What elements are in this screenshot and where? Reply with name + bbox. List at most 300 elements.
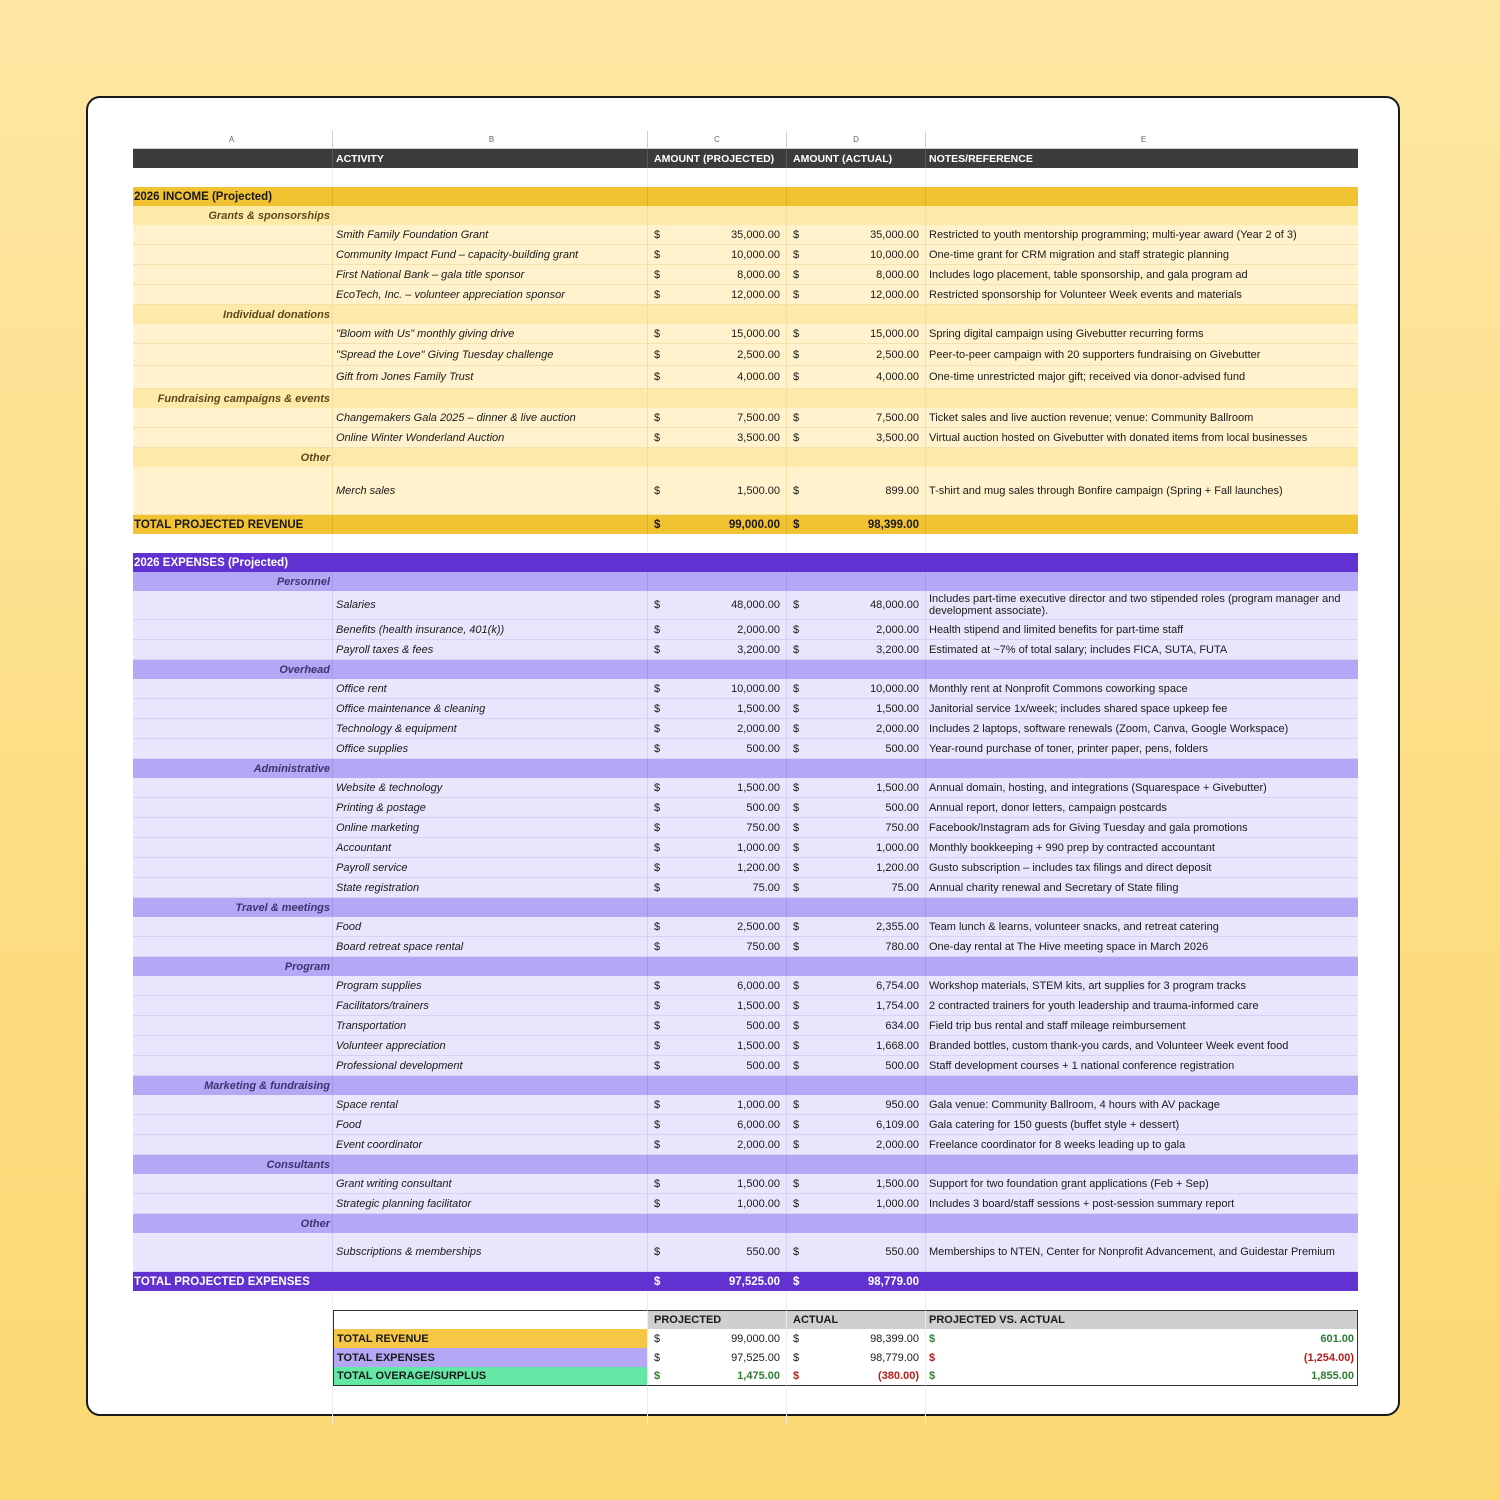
empty-cell[interactable]	[133, 1310, 333, 1329]
actual-amount-cell[interactable]	[787, 1233, 926, 1271]
empty-cell[interactable]	[926, 1214, 1358, 1233]
activity-cell[interactable]: Facilitators/trainers	[333, 996, 648, 1015]
actual-amount-cell[interactable]	[787, 679, 926, 698]
empty-cell[interactable]	[787, 305, 926, 324]
notes-cell[interactable]: Memberships to NTEN, Center for Nonprofit Advancement, and Guidestar Premium	[929, 1246, 1335, 1258]
actual-amount-cell[interactable]	[787, 1174, 926, 1193]
empty-cell[interactable]	[133, 976, 333, 995]
empty-cell[interactable]	[926, 1155, 1358, 1174]
empty-cell[interactable]	[333, 534, 648, 553]
activity-cell[interactable]: Accountant	[333, 838, 648, 857]
actual-amount-cell[interactable]	[787, 858, 926, 877]
activity-cell[interactable]: Community Impact Fund – capacity-building grant	[333, 245, 648, 264]
projected-amount-cell[interactable]	[648, 996, 787, 1015]
activity-cell[interactable]: Salaries	[333, 591, 648, 619]
empty-cell[interactable]	[648, 187, 787, 206]
empty-cell[interactable]	[926, 957, 1358, 976]
empty-cell[interactable]	[333, 1155, 648, 1174]
actual-amount-cell[interactable]	[787, 917, 926, 936]
empty-cell[interactable]	[133, 917, 333, 936]
empty-cell[interactable]	[133, 324, 333, 343]
activity-cell[interactable]: "Bloom with Us" monthly giving drive	[333, 324, 648, 343]
activity-cell[interactable]: Space rental	[333, 1095, 648, 1114]
summary-label[interactable]: TOTAL OVERAGE/SURPLUS	[333, 1367, 648, 1386]
section-title[interactable]: 2026 EXPENSES (Projected)	[133, 553, 333, 572]
projected-amount-cell[interactable]	[648, 976, 787, 995]
empty-cell[interactable]	[787, 389, 926, 408]
empty-cell[interactable]	[333, 168, 648, 187]
actual-amount-cell[interactable]	[787, 838, 926, 857]
empty-cell[interactable]	[648, 572, 787, 591]
empty-cell[interactable]	[926, 305, 1358, 324]
projected-amount-cell[interactable]	[648, 838, 787, 857]
empty-cell[interactable]	[133, 640, 333, 659]
projected-amount-cell[interactable]	[648, 467, 787, 514]
empty-cell[interactable]	[133, 265, 333, 284]
empty-cell[interactable]	[133, 1367, 333, 1386]
notes-cell[interactable]: Gala catering for 150 guests (buffet style + dessert)	[929, 1118, 1180, 1131]
projected-amount-cell[interactable]	[648, 225, 787, 244]
empty-cell[interactable]	[133, 719, 333, 738]
empty-cell[interactable]	[333, 660, 648, 679]
empty-cell[interactable]	[333, 1310, 648, 1329]
empty-cell[interactable]	[133, 1135, 333, 1154]
activity-cell[interactable]: Payroll taxes & fees	[333, 640, 648, 659]
activity-cell[interactable]: Merch sales	[333, 467, 648, 514]
actual-amount-cell[interactable]	[787, 976, 926, 995]
actual-amount-cell[interactable]	[787, 225, 926, 244]
activity-cell[interactable]: State registration	[333, 878, 648, 897]
total-label[interactable]: TOTAL PROJECTED REVENUE	[133, 515, 333, 534]
projected-amount-cell[interactable]	[648, 679, 787, 698]
projected-amount-cell[interactable]	[648, 366, 787, 388]
summary-actual-cell[interactable]	[787, 1348, 926, 1367]
projected-amount-cell[interactable]	[648, 937, 787, 956]
notes-cell[interactable]: Estimated at ~7% of total salary; includes FICA, SUTA, FUTA	[929, 643, 1228, 656]
projected-amount-cell[interactable]	[648, 699, 787, 718]
summary-header-diff[interactable]: PROJECTED VS. ACTUAL	[926, 1310, 1358, 1329]
actual-amount-cell[interactable]	[787, 818, 926, 837]
empty-cell[interactable]	[926, 1405, 1358, 1424]
empty-cell[interactable]	[133, 1291, 333, 1310]
empty-cell[interactable]	[133, 858, 333, 877]
activity-cell[interactable]: Transportation	[333, 1016, 648, 1035]
empty-cell[interactable]	[333, 759, 648, 778]
empty-cell[interactable]	[926, 534, 1358, 553]
actual-amount-cell[interactable]	[787, 798, 926, 817]
notes-cell[interactable]: Ticket sales and live auction revenue; venue: Community Ballroom	[929, 411, 1254, 424]
notes-cell[interactable]: Monthly rent at Nonprofit Commons coworking space	[929, 682, 1188, 695]
activity-cell[interactable]: Food	[333, 917, 648, 936]
projected-amount-cell[interactable]	[648, 798, 787, 817]
activity-cell[interactable]: Event coordinator	[333, 1135, 648, 1154]
actual-amount-cell[interactable]	[787, 699, 926, 718]
header-actual[interactable]: AMOUNT (ACTUAL)	[787, 149, 926, 168]
empty-cell[interactable]	[133, 1095, 333, 1114]
empty-cell[interactable]	[926, 1076, 1358, 1095]
header-blank[interactable]	[133, 149, 333, 168]
empty-cell[interactable]	[133, 344, 333, 365]
summary-actual-cell[interactable]	[787, 1329, 926, 1348]
projected-amount-cell[interactable]	[648, 739, 787, 758]
empty-cell[interactable]	[926, 206, 1358, 225]
summary-projected-cell[interactable]	[648, 1329, 787, 1348]
actual-amount-cell[interactable]	[787, 344, 926, 365]
notes-cell[interactable]: 2 contracted trainers for youth leadership and trauma-informed care	[929, 999, 1259, 1012]
notes-cell[interactable]: One-time unrestricted major gift; received via donor-advised fund	[929, 371, 1246, 383]
category-label[interactable]: Other	[133, 1214, 333, 1233]
empty-cell[interactable]	[133, 1016, 333, 1035]
empty-cell[interactable]	[133, 1386, 333, 1405]
empty-cell[interactable]	[133, 428, 333, 447]
notes-cell[interactable]: Team lunch & learns, volunteer snacks, and retreat catering	[929, 920, 1219, 933]
empty-cell[interactable]	[926, 759, 1358, 778]
activity-cell[interactable]: Volunteer appreciation	[333, 1036, 648, 1055]
projected-amount-cell[interactable]	[648, 408, 787, 427]
activity-cell[interactable]: Technology & equipment	[333, 719, 648, 738]
projected-amount-cell[interactable]	[648, 640, 787, 659]
notes-cell[interactable]: Gala venue: Community Ballroom, 4 hours with AV package	[929, 1098, 1220, 1111]
actual-amount-cell[interactable]	[787, 366, 926, 388]
empty-cell[interactable]	[787, 448, 926, 467]
category-label[interactable]: Travel & meetings	[133, 898, 333, 917]
empty-cell[interactable]	[787, 957, 926, 976]
notes-cell[interactable]: Annual report, donor letters, campaign postcards	[929, 801, 1167, 814]
category-label[interactable]: Consultants	[133, 1155, 333, 1174]
actual-amount-cell[interactable]	[787, 640, 926, 659]
empty-cell[interactable]	[133, 168, 333, 187]
empty-cell[interactable]	[133, 996, 333, 1015]
activity-cell[interactable]: Office maintenance & cleaning	[333, 699, 648, 718]
empty-cell[interactable]	[648, 759, 787, 778]
category-label[interactable]: Program	[133, 957, 333, 976]
empty-cell[interactable]	[926, 660, 1358, 679]
empty-cell[interactable]	[333, 1076, 648, 1095]
activity-cell[interactable]: Printing & postage	[333, 798, 648, 817]
actual-amount-cell[interactable]	[787, 937, 926, 956]
empty-cell[interactable]	[926, 1386, 1358, 1405]
empty-cell[interactable]	[133, 225, 333, 244]
activity-cell[interactable]: Subscriptions & memberships	[333, 1233, 648, 1271]
total-actual-cell[interactable]	[787, 515, 926, 534]
empty-cell[interactable]	[648, 1405, 787, 1424]
empty-cell[interactable]	[648, 553, 787, 572]
empty-cell[interactable]	[787, 187, 926, 206]
projected-amount-cell[interactable]	[648, 917, 787, 936]
projected-amount-cell[interactable]	[648, 1115, 787, 1134]
empty-cell[interactable]	[787, 1214, 926, 1233]
activity-cell[interactable]: EcoTech, Inc. – volunteer appreciation sponsor	[333, 285, 648, 304]
empty-cell[interactable]	[648, 1386, 787, 1405]
projected-amount-cell[interactable]	[648, 344, 787, 365]
summary-projected-cell[interactable]	[648, 1367, 787, 1386]
notes-cell[interactable]: Virtual auction hosted on Givebutter with donated items from local businesses	[929, 431, 1308, 444]
header-projected[interactable]: AMOUNT (PROJECTED)	[648, 149, 787, 168]
projected-amount-cell[interactable]	[648, 719, 787, 738]
empty-cell[interactable]	[333, 515, 648, 534]
empty-cell[interactable]	[133, 366, 333, 388]
notes-cell[interactable]: Peer-to-peer campaign with 20 supporters fundraising on Givebutter	[929, 348, 1261, 361]
actual-amount-cell[interactable]	[787, 878, 926, 897]
activity-cell[interactable]: Office rent	[333, 679, 648, 698]
category-label[interactable]: Marketing & fundraising	[133, 1076, 333, 1095]
notes-cell[interactable]: Year-round purchase of toner, printer paper, pens, folders	[929, 742, 1209, 755]
empty-cell[interactable]	[133, 1405, 333, 1424]
projected-amount-cell[interactable]	[648, 285, 787, 304]
category-label[interactable]: Overhead	[133, 660, 333, 679]
actual-amount-cell[interactable]	[787, 1016, 926, 1035]
category-label[interactable]: Administrative	[133, 759, 333, 778]
projected-amount-cell[interactable]	[648, 1174, 787, 1193]
empty-cell[interactable]	[333, 389, 648, 408]
summary-label[interactable]: TOTAL EXPENSES	[333, 1348, 648, 1367]
notes-cell[interactable]: One-time grant for CRM migration and staff strategic planning	[929, 248, 1229, 261]
actual-amount-cell[interactable]	[787, 467, 926, 514]
actual-amount-cell[interactable]	[787, 1194, 926, 1213]
empty-cell[interactable]	[133, 1348, 333, 1367]
empty-cell[interactable]	[333, 898, 648, 917]
actual-amount-cell[interactable]	[787, 428, 926, 447]
actual-amount-cell[interactable]	[787, 778, 926, 797]
category-label[interactable]: Fundraising campaigns & events	[133, 389, 333, 408]
empty-cell[interactable]	[133, 798, 333, 817]
actual-amount-cell[interactable]	[787, 408, 926, 427]
actual-amount-cell[interactable]	[787, 719, 926, 738]
projected-amount-cell[interactable]	[648, 324, 787, 343]
actual-amount-cell[interactable]	[787, 620, 926, 639]
empty-cell[interactable]	[133, 591, 333, 619]
notes-cell[interactable]: Includes logo placement, table sponsorship, and gala program ad	[929, 268, 1248, 281]
empty-cell[interactable]	[787, 168, 926, 187]
header-activity[interactable]: ACTIVITY	[333, 149, 648, 168]
projected-amount-cell[interactable]	[648, 245, 787, 264]
activity-cell[interactable]: Online Winter Wonderland Auction	[333, 428, 648, 447]
projected-amount-cell[interactable]	[648, 620, 787, 639]
notes-cell[interactable]: Branded bottles, custom thank-you cards, and Volunteer Week event food	[929, 1039, 1289, 1052]
empty-cell[interactable]	[333, 572, 648, 591]
projected-amount-cell[interactable]	[648, 1135, 787, 1154]
empty-cell[interactable]	[648, 389, 787, 408]
empty-cell[interactable]	[333, 1272, 648, 1291]
empty-cell[interactable]	[133, 285, 333, 304]
empty-cell[interactable]	[787, 1155, 926, 1174]
empty-cell[interactable]	[333, 305, 648, 324]
projected-amount-cell[interactable]	[648, 858, 787, 877]
notes-cell[interactable]: Gusto subscription – includes tax filings and direct deposit	[929, 861, 1212, 874]
projected-amount-cell[interactable]	[648, 778, 787, 797]
projected-amount-cell[interactable]	[648, 1233, 787, 1271]
category-label[interactable]: Grants & sponsorships	[133, 206, 333, 225]
notes-cell[interactable]: Support for two foundation grant applications (Feb + Sep)	[929, 1177, 1209, 1190]
col-c-header[interactable]: C	[648, 131, 787, 148]
projected-amount-cell[interactable]	[648, 1095, 787, 1114]
col-e-header[interactable]: E	[1140, 135, 1147, 144]
projected-amount-cell[interactable]	[648, 591, 787, 619]
activity-cell[interactable]: Food	[333, 1115, 648, 1134]
empty-cell[interactable]	[648, 206, 787, 225]
activity-cell[interactable]: Benefits (health insurance, 401(k))	[333, 620, 648, 639]
summary-label[interactable]: TOTAL REVENUE	[333, 1329, 648, 1348]
notes-cell[interactable]: One-day rental at The Hive meeting space in March 2026	[929, 940, 1209, 953]
header-notes[interactable]: NOTES/REFERENCE	[929, 152, 1033, 165]
actual-amount-cell[interactable]	[787, 245, 926, 264]
notes-cell[interactable]: T-shirt and mug sales through Bonfire campaign (Spring + Fall launches)	[929, 484, 1283, 497]
empty-cell[interactable]	[133, 937, 333, 956]
notes-cell[interactable]: Includes part-time executive director and two stipended roles (program manager and development associate).	[929, 593, 1341, 617]
empty-cell[interactable]	[648, 1214, 787, 1233]
empty-cell[interactable]	[648, 168, 787, 187]
col-d-header[interactable]: D	[787, 131, 926, 148]
col-b-header[interactable]: B	[333, 131, 648, 148]
category-label[interactable]: Personnel	[133, 572, 333, 591]
empty-cell[interactable]	[648, 534, 787, 553]
notes-cell[interactable]: Facebook/Instagram ads for Giving Tuesday and gala promotions	[929, 821, 1248, 834]
empty-cell[interactable]	[926, 448, 1358, 467]
empty-cell[interactable]	[133, 467, 333, 514]
empty-cell[interactable]	[648, 1291, 787, 1310]
empty-cell[interactable]	[133, 739, 333, 758]
empty-cell[interactable]	[133, 1329, 333, 1348]
empty-cell[interactable]	[926, 515, 1358, 534]
empty-cell[interactable]	[133, 245, 333, 264]
activity-cell[interactable]: Gift from Jones Family Trust	[333, 366, 648, 388]
activity-cell[interactable]: Online marketing	[333, 818, 648, 837]
empty-cell[interactable]	[133, 620, 333, 639]
empty-cell[interactable]	[133, 534, 333, 553]
empty-cell[interactable]	[787, 1386, 926, 1405]
empty-cell[interactable]	[648, 898, 787, 917]
summary-actual-cell[interactable]	[787, 1367, 926, 1386]
empty-cell[interactable]	[333, 1386, 648, 1405]
notes-cell[interactable]: Freelance coordinator for 8 weeks leading up to gala	[929, 1138, 1186, 1151]
projected-amount-cell[interactable]	[648, 428, 787, 447]
col-a-header[interactable]: A	[133, 131, 333, 148]
empty-cell[interactable]	[333, 206, 648, 225]
notes-cell[interactable]: Includes 3 board/staff sessions + post-session summary report	[929, 1197, 1235, 1210]
empty-cell[interactable]	[133, 1056, 333, 1075]
projected-amount-cell[interactable]	[648, 1194, 787, 1213]
empty-cell[interactable]	[648, 305, 787, 324]
notes-cell[interactable]: Janitorial service 1x/week; includes shared space upkeep fee	[929, 702, 1228, 715]
empty-cell[interactable]	[648, 660, 787, 679]
empty-cell[interactable]	[787, 553, 926, 572]
empty-cell[interactable]	[926, 1272, 1358, 1291]
summary-header-projected[interactable]: PROJECTED	[648, 1310, 787, 1329]
empty-cell[interactable]	[333, 187, 648, 206]
summary-diff-cell[interactable]	[926, 1367, 1358, 1386]
actual-amount-cell[interactable]	[787, 324, 926, 343]
empty-cell[interactable]	[333, 1405, 648, 1424]
activity-cell[interactable]: Office supplies	[333, 739, 648, 758]
empty-cell[interactable]	[133, 1036, 333, 1055]
empty-cell[interactable]	[133, 1233, 333, 1271]
empty-cell[interactable]	[333, 957, 648, 976]
projected-amount-cell[interactable]	[648, 1056, 787, 1075]
empty-cell[interactable]	[133, 1194, 333, 1213]
empty-cell[interactable]	[133, 408, 333, 427]
empty-cell[interactable]	[133, 1115, 333, 1134]
activity-cell[interactable]: Professional development	[333, 1056, 648, 1075]
projected-amount-cell[interactable]	[648, 818, 787, 837]
empty-cell[interactable]	[926, 168, 1358, 187]
projected-amount-cell[interactable]	[648, 878, 787, 897]
actual-amount-cell[interactable]	[787, 739, 926, 758]
activity-cell[interactable]: Strategic planning facilitator	[333, 1194, 648, 1213]
empty-cell[interactable]	[133, 838, 333, 857]
notes-cell[interactable]: Monthly bookkeeping + 990 prep by contracted accountant	[929, 841, 1215, 854]
notes-cell[interactable]: Workshop materials, STEM kits, art supplies for 3 program tracks	[929, 979, 1247, 992]
actual-amount-cell[interactable]	[787, 1095, 926, 1114]
empty-cell[interactable]	[926, 553, 1358, 572]
projected-amount-cell[interactable]	[648, 1016, 787, 1035]
empty-cell[interactable]	[787, 660, 926, 679]
projected-amount-cell[interactable]	[648, 1036, 787, 1055]
summary-diff-cell[interactable]	[926, 1329, 1358, 1348]
empty-cell[interactable]	[133, 778, 333, 797]
empty-cell[interactable]	[133, 818, 333, 837]
summary-projected-cell[interactable]	[648, 1348, 787, 1367]
category-label[interactable]: Other	[133, 448, 333, 467]
actual-amount-cell[interactable]	[787, 1056, 926, 1075]
empty-cell[interactable]	[787, 572, 926, 591]
activity-cell[interactable]: Grant writing consultant	[333, 1174, 648, 1193]
actual-amount-cell[interactable]	[787, 591, 926, 619]
activity-cell[interactable]: First National Bank – gala title sponsor	[333, 265, 648, 284]
notes-cell[interactable]: Staff development courses + 1 national conference registration	[929, 1059, 1235, 1072]
empty-cell[interactable]	[333, 553, 648, 572]
activity-cell[interactable]: Smith Family Foundation Grant	[333, 225, 648, 244]
empty-cell[interactable]	[648, 1076, 787, 1095]
empty-cell[interactable]	[133, 699, 333, 718]
total-projected-cell[interactable]	[648, 1272, 787, 1291]
notes-cell[interactable]: Field trip bus rental and staff mileage reimbursement	[929, 1019, 1186, 1032]
empty-cell[interactable]	[926, 572, 1358, 591]
empty-cell[interactable]	[926, 389, 1358, 408]
actual-amount-cell[interactable]	[787, 265, 926, 284]
notes-cell[interactable]: Includes 2 laptops, software renewals (Zoom, Canva, Google Workspace)	[929, 722, 1289, 735]
category-label[interactable]: Individual donations	[133, 305, 333, 324]
empty-cell[interactable]	[133, 1174, 333, 1193]
notes-cell[interactable]: Annual charity renewal and Secretary of State filing	[929, 881, 1179, 894]
activity-cell[interactable]: Program supplies	[333, 976, 648, 995]
empty-cell[interactable]	[926, 1291, 1358, 1310]
empty-cell[interactable]	[648, 957, 787, 976]
notes-cell[interactable]: Annual domain, hosting, and integrations (Squarespace + Givebutter)	[929, 781, 1267, 794]
empty-cell[interactable]	[333, 1214, 648, 1233]
empty-cell[interactable]	[787, 898, 926, 917]
notes-cell[interactable]: Restricted to youth mentorship programming; multi-year award (Year 2 of 3)	[929, 228, 1297, 241]
empty-cell[interactable]	[333, 448, 648, 467]
total-projected-cell[interactable]	[648, 515, 787, 534]
summary-header-actual[interactable]: ACTUAL	[787, 1310, 926, 1329]
actual-amount-cell[interactable]	[787, 1115, 926, 1134]
empty-cell[interactable]	[787, 534, 926, 553]
projected-amount-cell[interactable]	[648, 265, 787, 284]
notes-cell[interactable]: Restricted sponsorship for Volunteer Week events and materials	[929, 288, 1242, 301]
empty-cell[interactable]	[648, 448, 787, 467]
activity-cell[interactable]: Website & technology	[333, 778, 648, 797]
section-title[interactable]: 2026 INCOME (Projected)	[133, 187, 333, 206]
empty-cell[interactable]	[333, 1291, 648, 1310]
empty-cell[interactable]	[787, 1076, 926, 1095]
actual-amount-cell[interactable]	[787, 996, 926, 1015]
activity-cell[interactable]: "Spread the Love" Giving Tuesday challenge	[333, 344, 648, 365]
total-label[interactable]: TOTAL PROJECTED EXPENSES	[133, 1272, 333, 1291]
actual-amount-cell[interactable]	[787, 1036, 926, 1055]
empty-cell[interactable]	[648, 1155, 787, 1174]
empty-cell[interactable]	[926, 187, 1358, 206]
summary-diff-cell[interactable]	[926, 1348, 1358, 1367]
